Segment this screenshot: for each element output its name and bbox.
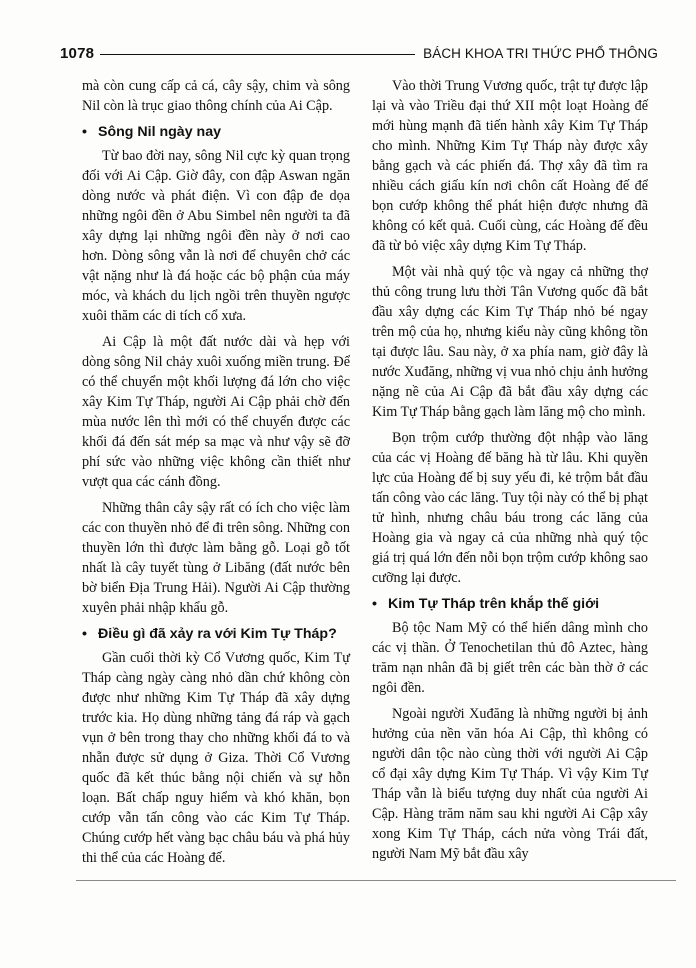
paragraph: Bọn trộm cướp thường đột nhập vào lăng của các vị Hoàng đế băng hà từ lâu. Khi quyền lực của Hoàng đế bị suy yếu đi, kẻ trộm bắt đầu tấn công vào các lăng. Tuy tội này có thể bị phạt tử hình, nhưng châu báu trong các lăng của Hoàng gia và ngay cả của những nhà quý tộc giá trị quá lớn đến nỗi bọn trộm cướp không sao cưỡng lại được.	[372, 430, 648, 586]
paragraph: Ai Cập là một đất nước dài và hẹp với dòng sông Nil chảy xuôi xuống miền trung. Để có thể chuyển một khối lượng đá lớn cho việc xây Kim Tự Tháp, người Ai Cập phải chờ đến mùa nước lên thì mới có thể chuyển được các khối đá đến sát mép sa mạc và như vậy sẽ đỡ phí sức vào những việc không cần thiết như vượt qua các cánh đồng.	[82, 334, 350, 490]
header-rule	[100, 54, 415, 55]
bullet-icon: •	[82, 124, 87, 140]
section-heading	[82, 624, 350, 644]
left-column	[82, 76, 350, 874]
scan-edge-line	[76, 880, 676, 881]
paragraph: Vào thời Trung Vương quốc, trật tự được lập lại và vào Triều đại thứ XII một loạt Hoàng đế mới hùng mạnh đã tiến hành xây Kim Tự Tháp cho mình. Những Kim Tự Tháp này được xây bằng gạch và các phiến đá. Thợ xây đã tìm ra nhiều cách giấu kín nơi chôn cất Hoàng đế để bọn cướp không thể phát hiện được nhưng đã không có kết quả. Cuối cùng, các Hoàng đế đều đã từ bỏ việc xây dựng Kim Tự Tháp.	[372, 78, 648, 254]
paragraph: Từ bao đời nay, sông Nil cực kỳ quan trọng đối với Ai Cập. Giờ đây, con đập Aswan ngăn dòng nước và phát điện. Vì con đập đe dọa những ngôi đền ở Abu Simbel nên người ta đã xây dựng lại những ngôi đền này ở nơi cao hơn. Dòng sông vẫn là nơi để chuyên chở các vật nặng như là đá hoặc các bộ phận của máy móc, và khách du lịch ngồi trên thuyền ngược xuôi thăm các di tích cổ xưa.	[82, 148, 350, 324]
paragraph: Một vài nhà quý tộc và ngay cả những thợ thủ công trung lưu thời Tân Vương quốc đã bắt đầu xây dựng các Kim Tự Tháp nhỏ bé ngay trên mộ của họ, nhưng kiểu này cũng không tồn tại được lâu. Sau này, ở xa phía nam, giờ đây là nước Xuđăng, những vị vua nhỏ chịu ảnh hưởng nặng nề của Ai Cập đã bắt đầu xây dựng các Kim Tự Tháp bằng gạch làm lăng mộ cho mình.	[372, 264, 648, 420]
bullet-icon: •	[372, 596, 377, 612]
section-heading-text: Kim Tự Tháp trên khắp thế giới	[388, 596, 600, 612]
right-column	[372, 76, 648, 870]
paragraph: Bộ tộc Nam Mỹ có thể hiến dâng mình cho các vị thần. Ở Tenochetilan thủ đô Aztec, hàng trăm nạn nhân đã bị giết trên các bàn thờ ở các ngôi đền.	[372, 620, 648, 696]
page-number: 1078	[60, 44, 95, 62]
section-heading-text: Điều gì đã xảy ra với Kim Tự Tháp?	[98, 626, 337, 642]
section-heading	[82, 122, 350, 142]
paragraph: Những thân cây sậy rất có ích cho việc làm các con thuyền nhỏ để đi trên sông. Những con thuyền lớn thì được làm bằng gỗ. Loại gỗ tốt nhất là cây tuyết tùng ở Libăng (đất nước bên bờ biển Địa Trung Hải). Người Ai Cập thường xuyên phải nhập khẩu gỗ.	[82, 500, 350, 616]
paragraph: Ngoài người Xuđăng là những người bị ảnh hưởng của nền văn hóa Ai Cập, thì không có người dân tộc nào cùng thời với người Ai Cập cổ đại xây dựng Kim Tự Tháp. Vì vậy Kim Tự Tháp vẫn là biểu tượng duy nhất của người Ai Cập. Hàng trăm năm sau khi người Ai Cập xây xong Kim Tự Tháp, cách nửa vòng Trái đất, người Nam Mỹ bắt đầu xây	[372, 706, 648, 862]
page-header	[60, 42, 658, 64]
section-heading-text: Sông Nil ngày nay	[98, 124, 221, 140]
bullet-icon: •	[82, 626, 87, 642]
section-heading	[372, 594, 648, 614]
running-head: BÁCH KHOA TRI THỨC PHỔ THÔNG	[423, 45, 658, 61]
paragraph: Gần cuối thời kỳ Cổ Vương quốc, Kim Tự Tháp càng ngày càng nhỏ dần chứ không còn được như những Kim Tự Tháp đã xây dựng trước kia. Họ dùng những tảng đá ráp và gạch vụn ở bên trong thay cho những khối đá to và nhẵn được sử dụng ở Giza. Thời Cổ Vương quốc đã kết thúc bằng nội chiến và sự hỗn loạn. Bất chấp nguy hiểm và khó khăn, bọn cướp vẫn tấn công vào các Kim Tự Tháp. Chúng cướp hết vàng bạc châu báu và phá hủy thi thể của các Hoàng đế.	[82, 650, 350, 866]
paragraph: mà còn cung cấp cả cá, cây sậy, chim và sông Nil còn là trục giao thông chính của Ai Cập.	[82, 78, 350, 114]
